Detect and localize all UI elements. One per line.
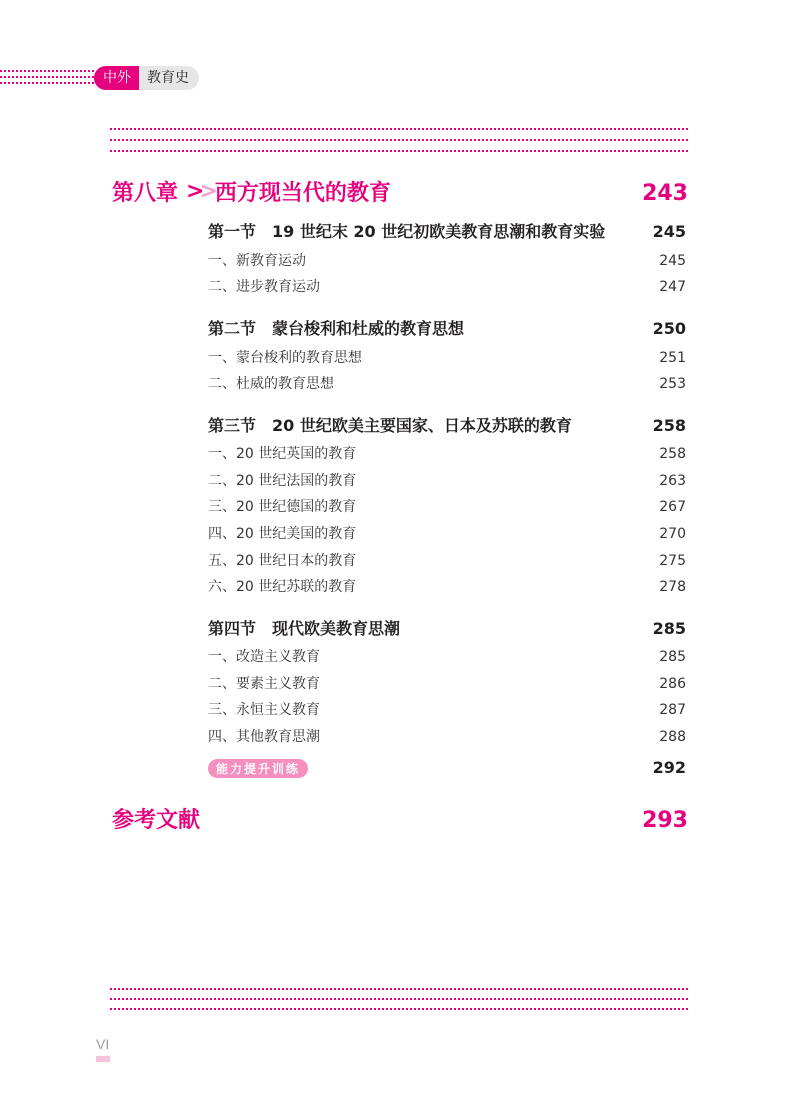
item-label: 二、20 世纪法国的教育: [208, 473, 357, 489]
section-title: 第二节 蒙台梭利和杜威的教育思想: [208, 319, 465, 338]
chapter-page: 243: [642, 181, 688, 206]
item-page: 247: [659, 279, 686, 295]
item-label: 一、蒙台梭利的教育思想: [208, 350, 362, 366]
toc-item[interactable]: [208, 726, 686, 746]
section-title: 第一节 19 世纪末 20 世纪初欧美教育思潮和教育实验: [208, 222, 606, 241]
toc-item[interactable]: [208, 550, 686, 570]
chapter-heading[interactable]: [112, 176, 688, 207]
item-label: 一、改造主义教育: [208, 649, 320, 665]
section-title: 第三节 20 世纪欧美主要国家、日本及苏联的教育: [208, 416, 572, 435]
book-title-tag: [94, 66, 199, 90]
item-page: 285: [659, 649, 686, 665]
chapter-title: [112, 176, 391, 207]
toc-item[interactable]: [208, 276, 686, 296]
header-dotted-line: [0, 82, 94, 84]
references-heading[interactable]: [112, 803, 688, 834]
item-page: 278: [659, 579, 686, 595]
toc-item[interactable]: [208, 443, 686, 463]
item-page: 251: [659, 350, 686, 366]
top-dotted-rule: [110, 139, 688, 141]
section-title: 第四节 现代欧美教育思潮: [208, 619, 401, 638]
item-label: 三、永恒主义教育: [208, 702, 320, 718]
section-page: 250: [652, 319, 686, 338]
ability-training-page: 292: [652, 758, 686, 777]
toc-item[interactable]: [208, 373, 686, 393]
item-label: 一、新教育运动: [208, 253, 306, 269]
section-page: 285: [652, 619, 686, 638]
item-page: 286: [659, 676, 686, 692]
ability-training-entry[interactable]: [208, 758, 686, 778]
bottom-dotted-rule: [110, 1008, 688, 1010]
toc-item[interactable]: [208, 496, 686, 516]
top-dotted-rule: [110, 128, 688, 130]
toc-item[interactable]: [208, 646, 686, 666]
item-label: 五、20 世纪日本的教育: [208, 553, 357, 569]
toc-item[interactable]: [208, 470, 686, 490]
item-page: 287: [659, 702, 686, 718]
references-title: 参考文献: [112, 808, 201, 833]
references-page: 293: [642, 808, 688, 833]
item-label: 三、20 世纪德国的教育: [208, 499, 357, 515]
item-label: 四、20 世纪美国的教育: [208, 526, 357, 542]
item-page: 267: [659, 499, 686, 515]
toc-section[interactable]: [208, 219, 686, 242]
toc-item[interactable]: [208, 576, 686, 596]
section-page: 245: [652, 222, 686, 241]
item-label: 二、杜威的教育思想: [208, 376, 334, 392]
toc-section[interactable]: [208, 616, 686, 639]
ability-training-badge: 能力提升训练: [208, 759, 308, 778]
double-chevron-icon: > >: [186, 179, 209, 204]
bottom-dotted-rule: [110, 998, 688, 1000]
item-page: 288: [659, 729, 686, 745]
item-page: 258: [659, 446, 686, 462]
item-label: 一、20 世纪英国的教育: [208, 446, 357, 462]
toc-section[interactable]: [208, 316, 686, 339]
chapter-subtitle: 西方现当代的教育: [214, 181, 391, 206]
bottom-dotted-rule: [110, 988, 688, 990]
item-page: 253: [659, 376, 686, 392]
page-marker: [96, 1056, 110, 1062]
item-page: 270: [659, 526, 686, 542]
toc-item[interactable]: [208, 523, 686, 543]
item-label: 二、要素主义教育: [208, 676, 320, 692]
top-dotted-rule: [110, 150, 688, 152]
item-page: 245: [659, 253, 686, 269]
item-label: 六、20 世纪苏联的教育: [208, 579, 357, 595]
item-label: 四、其他教育思潮: [208, 729, 320, 745]
toc-item[interactable]: [208, 699, 686, 719]
chapter-number: 第八章: [112, 181, 179, 206]
toc-item[interactable]: [208, 673, 686, 693]
book-title-secondary: 教育史: [139, 66, 199, 90]
item-page: 275: [659, 553, 686, 569]
item-label: 二、进步教育运动: [208, 279, 320, 295]
section-page: 258: [652, 416, 686, 435]
item-page: 263: [659, 473, 686, 489]
toc-section[interactable]: [208, 413, 686, 436]
book-title-primary: 中外: [94, 66, 139, 90]
page-number: VI: [96, 1036, 110, 1052]
toc-item[interactable]: [208, 347, 686, 367]
toc-item[interactable]: [208, 250, 686, 270]
header-dotted-line: [0, 76, 94, 78]
header-dotted-line: [0, 70, 94, 72]
